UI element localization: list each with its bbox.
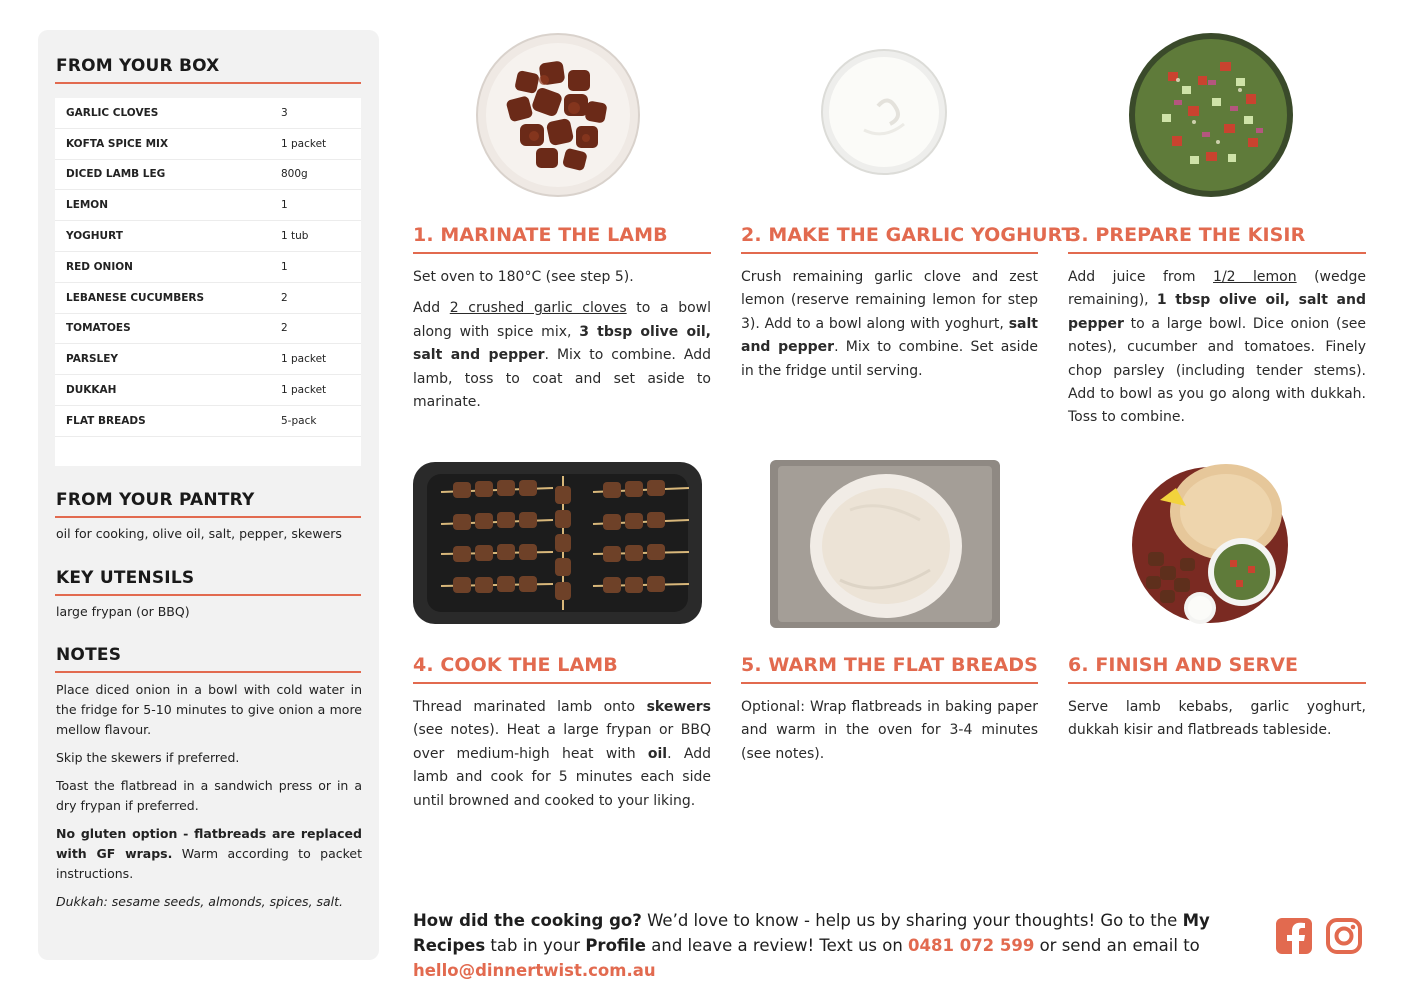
pantry-text: oil for cooking, olive oil, salt, pepper, skewers [56,526,342,541]
step-3-title: 3. PREPARE THE KISIR [1068,224,1306,246]
ingredient-name: DICED LAMB LEG [66,168,166,181]
step-2-body [741,266,1038,391]
lamb-skewers-frypan-image [413,462,702,624]
step-5-body [741,696,1038,774]
ingredient-row [55,314,361,345]
step-4-title: 4. COOK THE LAMB [413,654,618,676]
ingredient-row [55,375,361,406]
step-3-rule [1068,252,1366,254]
text: Thread marinated lamb onto [413,699,647,715]
text: . Mix to combine. Set aside in the fridge until serving. [741,339,1038,379]
step-4-rule [413,682,711,684]
note-skewers: Skip the skewers if preferred. [56,750,240,765]
ingredient-row [55,344,361,375]
text: to a large bowl. Dice onion (see notes), cucumber and tomatoes. Finely chop parsley (including tender stems). Add to bowl as you go along with dukkah. Toss to combine. [1068,315,1366,426]
note-dukkah: Dukkah: sesame seeds, almonds, spices, salt. [56,894,344,909]
text: . Mix to combine. Add lamb, toss to coat and set aside to marinate. [413,347,711,411]
text: to a bowl along with spice mix, [413,300,711,340]
skewers-callout: skewers [646,699,711,715]
my-recipes-link[interactable]: My Recipes [413,911,1210,955]
ingredient-qty: 1 [281,260,288,273]
ingredient-qty: 3 [281,106,288,119]
note-gluten-rest: Warm according to packet instructions. [56,846,362,881]
text: (wedge remaining), [1068,269,1366,309]
ingredient-row [55,252,361,283]
marinated-lamb-bowl-image [474,32,642,198]
heading-rule [55,594,361,596]
ingredient-qty: 1 packet [281,137,327,150]
step-5-instructions: Optional: Wrap flatbreads in baking paper and warm in the oven for 3-4 minutes (see notes). [741,699,1038,762]
step-5-title: 5. WARM THE FLAT BREADS [741,654,1038,676]
note-flatbread: Toast the flatbread in a sandwich press or in a dry frypan if preferred. [56,778,362,813]
finished-plate-image [1130,460,1290,626]
ingredient-qty: 1 packet [281,384,327,397]
ingredient-name: TOMATOES [66,322,131,335]
oil-salt-callout: 1 tbsp olive oil, salt and pepper [1068,292,1366,332]
garlic-callout: 2 crushed garlic cloves [449,300,627,317]
ingredients-table [55,98,361,466]
ingredient-qty: 1 tub [281,230,309,243]
notes-list [56,680,362,920]
text: We’d love to know - help us by sharing your thoughts! Go to the [641,911,1183,930]
ingredient-name: YOGHURT [66,230,123,243]
key-utensils-heading: KEY UTENSILS [56,568,195,588]
ingredient-row [55,406,361,437]
ingredient-qty: 1 [281,199,288,212]
ingredient-qty: 5-pack [281,414,317,427]
ingredient-row [55,283,361,314]
step-6-instructions: Serve lamb kebabs, garlic yoghurt, dukkah kisir and flatbreads tableside. [1068,699,1366,739]
heading-rule [55,671,361,673]
from-your-box-heading: FROM YOUR BOX [56,56,220,76]
ingredient-row [55,190,361,221]
step-2-title: 2. MAKE THE GARLIC YOGHURT [741,224,1075,246]
heading-rule [55,516,361,518]
ingredient-qty: 800g [281,168,308,181]
feedback-question: How did the cooking go? [413,911,642,930]
ingredient-name: GARLIC CLOVES [66,106,159,119]
oil-salt-callout: 3 tbsp olive oil, salt and pepper [413,323,711,364]
oil-callout: oil [647,745,668,762]
step-3-body [1068,266,1366,438]
ingredient-name: PARSLEY [66,353,118,366]
ingredient-name: DUKKAH [66,384,117,397]
garlic-yoghurt-bowl-image [820,48,948,176]
ingredient-qty: 1 packet [281,353,327,366]
text: . Add lamb and cook for 5 minutes each side until browned and cooked to your liking. [413,745,711,809]
step-6-body [1068,696,1366,751]
ingredient-row [55,160,361,191]
ingredient-name: FLAT BREADS [66,414,146,427]
utensils-text: large frypan (or BBQ) [56,604,190,619]
text: Add [413,300,450,317]
note-gluten-bold: No gluten option - flatbreads are replaced with GF wraps. [56,826,362,861]
note-gluten [56,824,362,884]
ingredient-qty: 2 [281,291,288,304]
step-4-body [413,696,711,821]
ingredient-row [55,98,361,129]
notes-heading: NOTES [56,645,122,665]
step-2-rule [741,252,1038,254]
step-6-title: 6. FINISH AND SERVE [1068,654,1299,676]
sidebar-panel [38,30,379,960]
text: or send an email to [1034,936,1200,955]
lemon-callout: 1/2 lemon [1213,269,1297,285]
salt-pepper-callout: salt and pepper [741,315,1038,356]
step-4-instructions [413,696,711,813]
ingredient-row [55,129,361,160]
heading-rule [55,82,361,84]
ingredient-qty: 2 [281,322,288,335]
step-1-oven: Set oven to 180°C (see step 5). [413,269,634,285]
instagram-icon[interactable] [1325,917,1363,955]
ingredient-name: LEBANESE CUCUMBERS [66,291,205,304]
step-2-instructions [741,266,1038,383]
profile-link[interactable]: Profile [585,936,646,955]
text: and leave a review! Text us on [646,936,909,955]
step-6-rule [1068,682,1366,684]
ingredient-name: KOFTA SPICE MIX [66,137,169,150]
step-3-instructions [1068,266,1366,430]
step-1-instructions [413,297,711,414]
ingredient-name: LEMON [66,199,109,212]
step-1-title: 1. MARINATE THE LAMB [413,224,668,246]
facebook-icon[interactable] [1275,917,1313,955]
text: Add juice from [1068,269,1214,285]
step-1-rule [413,252,711,254]
text: Crush remaining garlic clove and zest lemon (reserve remaining lemon for step 3). Add to a bowl along with yoghurt, [741,269,1038,332]
from-your-pantry-heading: FROM YOUR PANTRY [56,490,255,510]
step-1-body [413,266,711,422]
email-link[interactable]: hello@dinnertwist.com.au [413,961,656,980]
flatbreads-baking-paper-image [770,460,1000,628]
ingredient-row [55,221,361,252]
step-5-rule [741,682,1038,684]
note-onion: Place diced onion in a bowl with cold water in the fridge for 5-10 minutes to give onion a more mellow flavour. [56,682,362,737]
phone-link[interactable]: 0481 072 599 [908,936,1035,955]
feedback-footer [413,908,1263,983]
kisir-salad-bowl-image [1128,32,1294,198]
text: tab in your [485,936,586,955]
text: (see notes). Heat a large frypan or BBQ over medium-high heat with [413,722,711,762]
ingredient-name: RED ONION [66,260,133,273]
